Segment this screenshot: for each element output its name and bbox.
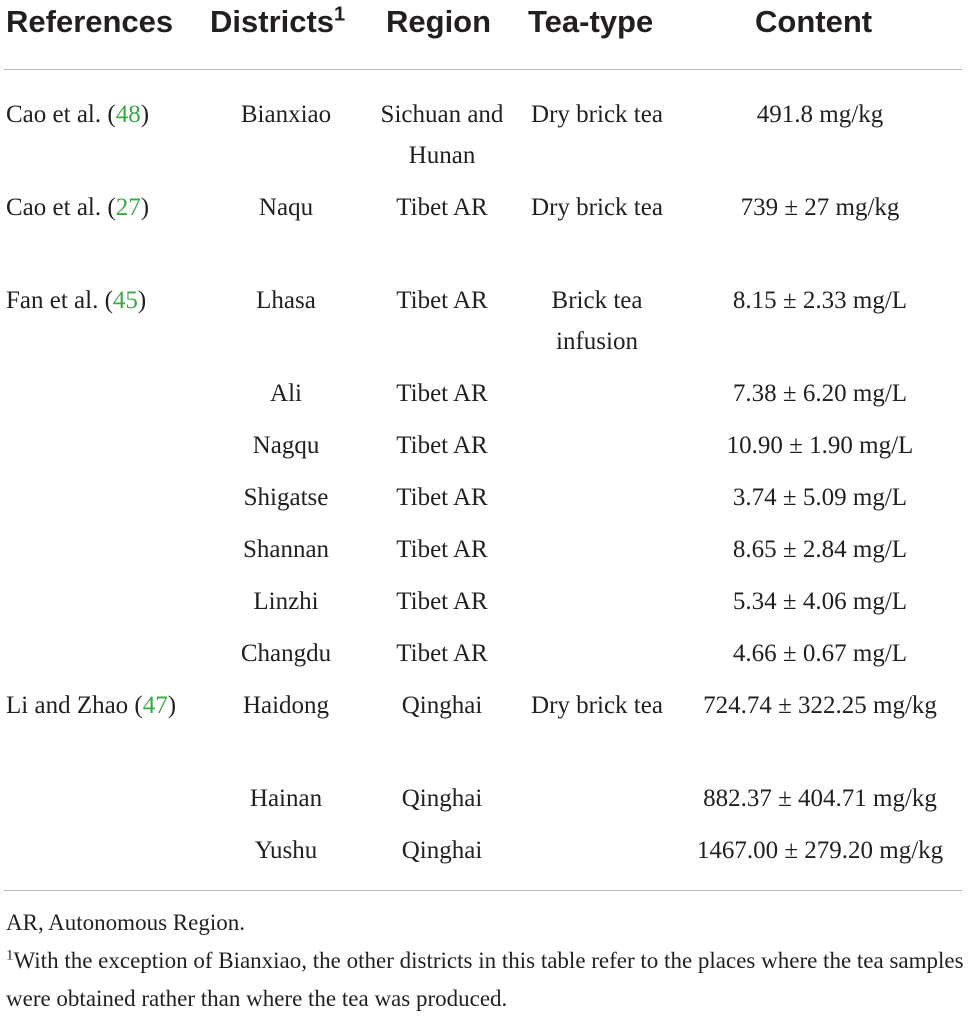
footnote xyxy=(6,942,966,1018)
region-cell: Tibet AR xyxy=(396,536,488,563)
content-cell: 10.90 ± 1.90 mg/L xyxy=(726,432,914,459)
district-cell: Naqu xyxy=(258,194,314,221)
reference-close: ) xyxy=(137,287,147,314)
footnote-marker: 1 xyxy=(6,947,14,964)
table-header xyxy=(0,0,968,56)
district-cell: Hainan xyxy=(249,785,323,812)
content-cell: 3.74 ± 5.09 mg/L xyxy=(732,484,908,511)
region-cell: Qinghai xyxy=(401,837,483,864)
reference-link[interactable]: 27 xyxy=(115,194,141,221)
reference-link[interactable]: 48 xyxy=(115,101,141,128)
region-cell: Qinghai xyxy=(401,785,483,812)
district-cell: Shigatse xyxy=(243,484,329,511)
content-cell: 491.8 mg/kg xyxy=(756,101,884,128)
reference-cell xyxy=(6,685,176,726)
content-cell: 7.38 ± 6.20 mg/L xyxy=(732,380,908,407)
content-cell: 8.65 ± 2.84 mg/L xyxy=(732,536,908,563)
reference-close: ) xyxy=(167,692,177,719)
content-cell: 1467.00 ± 279.20 mg/kg xyxy=(696,837,944,864)
district-cell: Shannan xyxy=(242,536,330,563)
reference-cell xyxy=(6,280,146,321)
district-cell: Yushu xyxy=(254,837,318,864)
district-cell: Changdu xyxy=(240,640,332,667)
region-cell: Sichuan and Hunan xyxy=(380,101,504,169)
header-tea-type: Tea-type xyxy=(528,4,654,39)
reference-link[interactable]: 45 xyxy=(112,287,138,314)
region-cell: Qinghai xyxy=(401,692,483,719)
header-districts xyxy=(210,4,345,40)
region-cell: Tibet AR xyxy=(396,432,488,459)
district-cell: Haidong xyxy=(242,692,330,719)
header-districts-label: Districts xyxy=(210,4,335,39)
header-rule xyxy=(4,69,962,70)
reference-close: ) xyxy=(140,101,150,128)
header-region: Region xyxy=(386,4,492,39)
reference-text: Cao et al. ( xyxy=(6,101,116,128)
reference-text: Fan et al. ( xyxy=(6,287,113,314)
reference-link[interactable]: 47 xyxy=(142,692,168,719)
header-content: Content xyxy=(755,4,873,39)
tea-type-cell: Dry brick tea xyxy=(531,101,663,128)
region-cell: Tibet AR xyxy=(396,588,488,615)
reference-close: ) xyxy=(140,194,150,221)
district-cell: Linzhi xyxy=(253,588,319,615)
footnote-text: With the exception of Bianxiao, the other districts in this table refer to the places where the tea samples were obtained rather than where the tea was produced. xyxy=(6,948,964,1011)
tea-type-cell: Brick tea infusion xyxy=(551,287,643,355)
reference-text: Li and Zhao ( xyxy=(6,692,143,719)
region-cell: Tibet AR xyxy=(396,484,488,511)
region-cell: Tibet AR xyxy=(396,287,488,314)
abbreviation-note: AR, Autonomous Region. xyxy=(6,910,245,935)
content-cell: 4.66 ± 0.67 mg/L xyxy=(732,640,908,667)
district-cell: Lhasa xyxy=(256,287,316,314)
footer-rule xyxy=(4,890,962,891)
region-cell: Tibet AR xyxy=(396,194,488,221)
content-cell: 739 ± 27 mg/kg xyxy=(740,194,900,221)
content-cell: 8.15 ± 2.33 mg/L xyxy=(732,287,908,314)
content-cell: 5.34 ± 4.06 mg/L xyxy=(732,588,908,615)
reference-cell xyxy=(6,187,149,228)
content-cell: 724.74 ± 322.25 mg/kg xyxy=(703,692,937,719)
tea-type-cell: Dry brick tea xyxy=(531,194,663,221)
tea-type-cell: Dry brick tea xyxy=(531,692,663,719)
table-notes xyxy=(6,904,966,1018)
reference-text: Cao et al. ( xyxy=(6,194,116,221)
header-districts-footnote-marker: 1 xyxy=(334,3,346,26)
region-cell: Tibet AR xyxy=(396,380,488,407)
header-references: References xyxy=(6,4,174,39)
district-cell: Ali xyxy=(270,380,302,407)
district-cell: Nagqu xyxy=(252,432,320,459)
reference-cell xyxy=(6,94,149,135)
content-cell: 882.37 ± 404.71 mg/kg xyxy=(703,785,937,812)
region-cell: Tibet AR xyxy=(396,640,488,667)
district-cell: Bianxiao xyxy=(240,101,332,128)
